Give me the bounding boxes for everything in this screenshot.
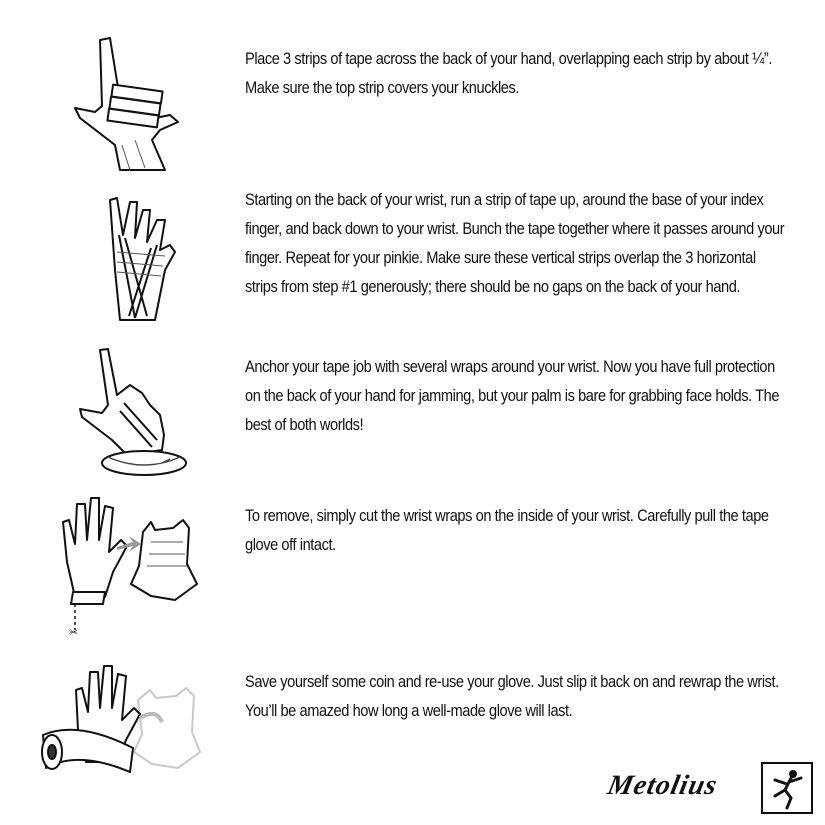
step-4-text: To remove, simply cut the wrist wraps on the inside of your wrist. Carefully pull the tape glove off intact. <box>245 506 769 554</box>
step-3-text: Anchor your tape job with several wraps around your wrist. Now you have full protection on the back of your hand for jamming, but your palm is bare for grabbing face holds. The best of both worlds! <box>245 357 780 434</box>
metolius-brand <box>600 762 815 817</box>
step-1-text: Place 3 strips of tape across the back of your hand, overlapping each strip by about ¼”. Make sure the top strip covers your knuckles. <box>245 49 772 97</box>
brand-name: Metolius <box>604 770 721 801</box>
step-2-text: Starting on the back of your wrist, run a strip of tape up, around the base of your index finger, and back down to your wrist. Bunch the tape together where it passes around your finger. Repeat for your pinkie. Make sure these vertical strips overlap the 3 horizontal strips from step #1 generously; there should be no gaps on the back of your hand. <box>245 190 785 296</box>
step-3 <box>0 340 825 480</box>
hand-remove-glove-icon <box>55 492 235 637</box>
svg-text:✂: ✂ <box>69 626 79 637</box>
step-4 <box>0 490 825 640</box>
hand-horizontal-tape-icon <box>60 30 240 175</box>
hand-wrist-wrap-icon <box>72 345 252 480</box>
step-1 <box>0 30 825 180</box>
climber-logo-icon <box>761 762 813 814</box>
hand-reuse-glove-icon <box>38 660 218 795</box>
step-5-text: Save yourself some coin and re-use your glove. Just slip it back on and rewrap the wrist. You’ll be amazed how long a well-made glove will last. <box>245 672 779 720</box>
step-2 <box>0 185 825 335</box>
